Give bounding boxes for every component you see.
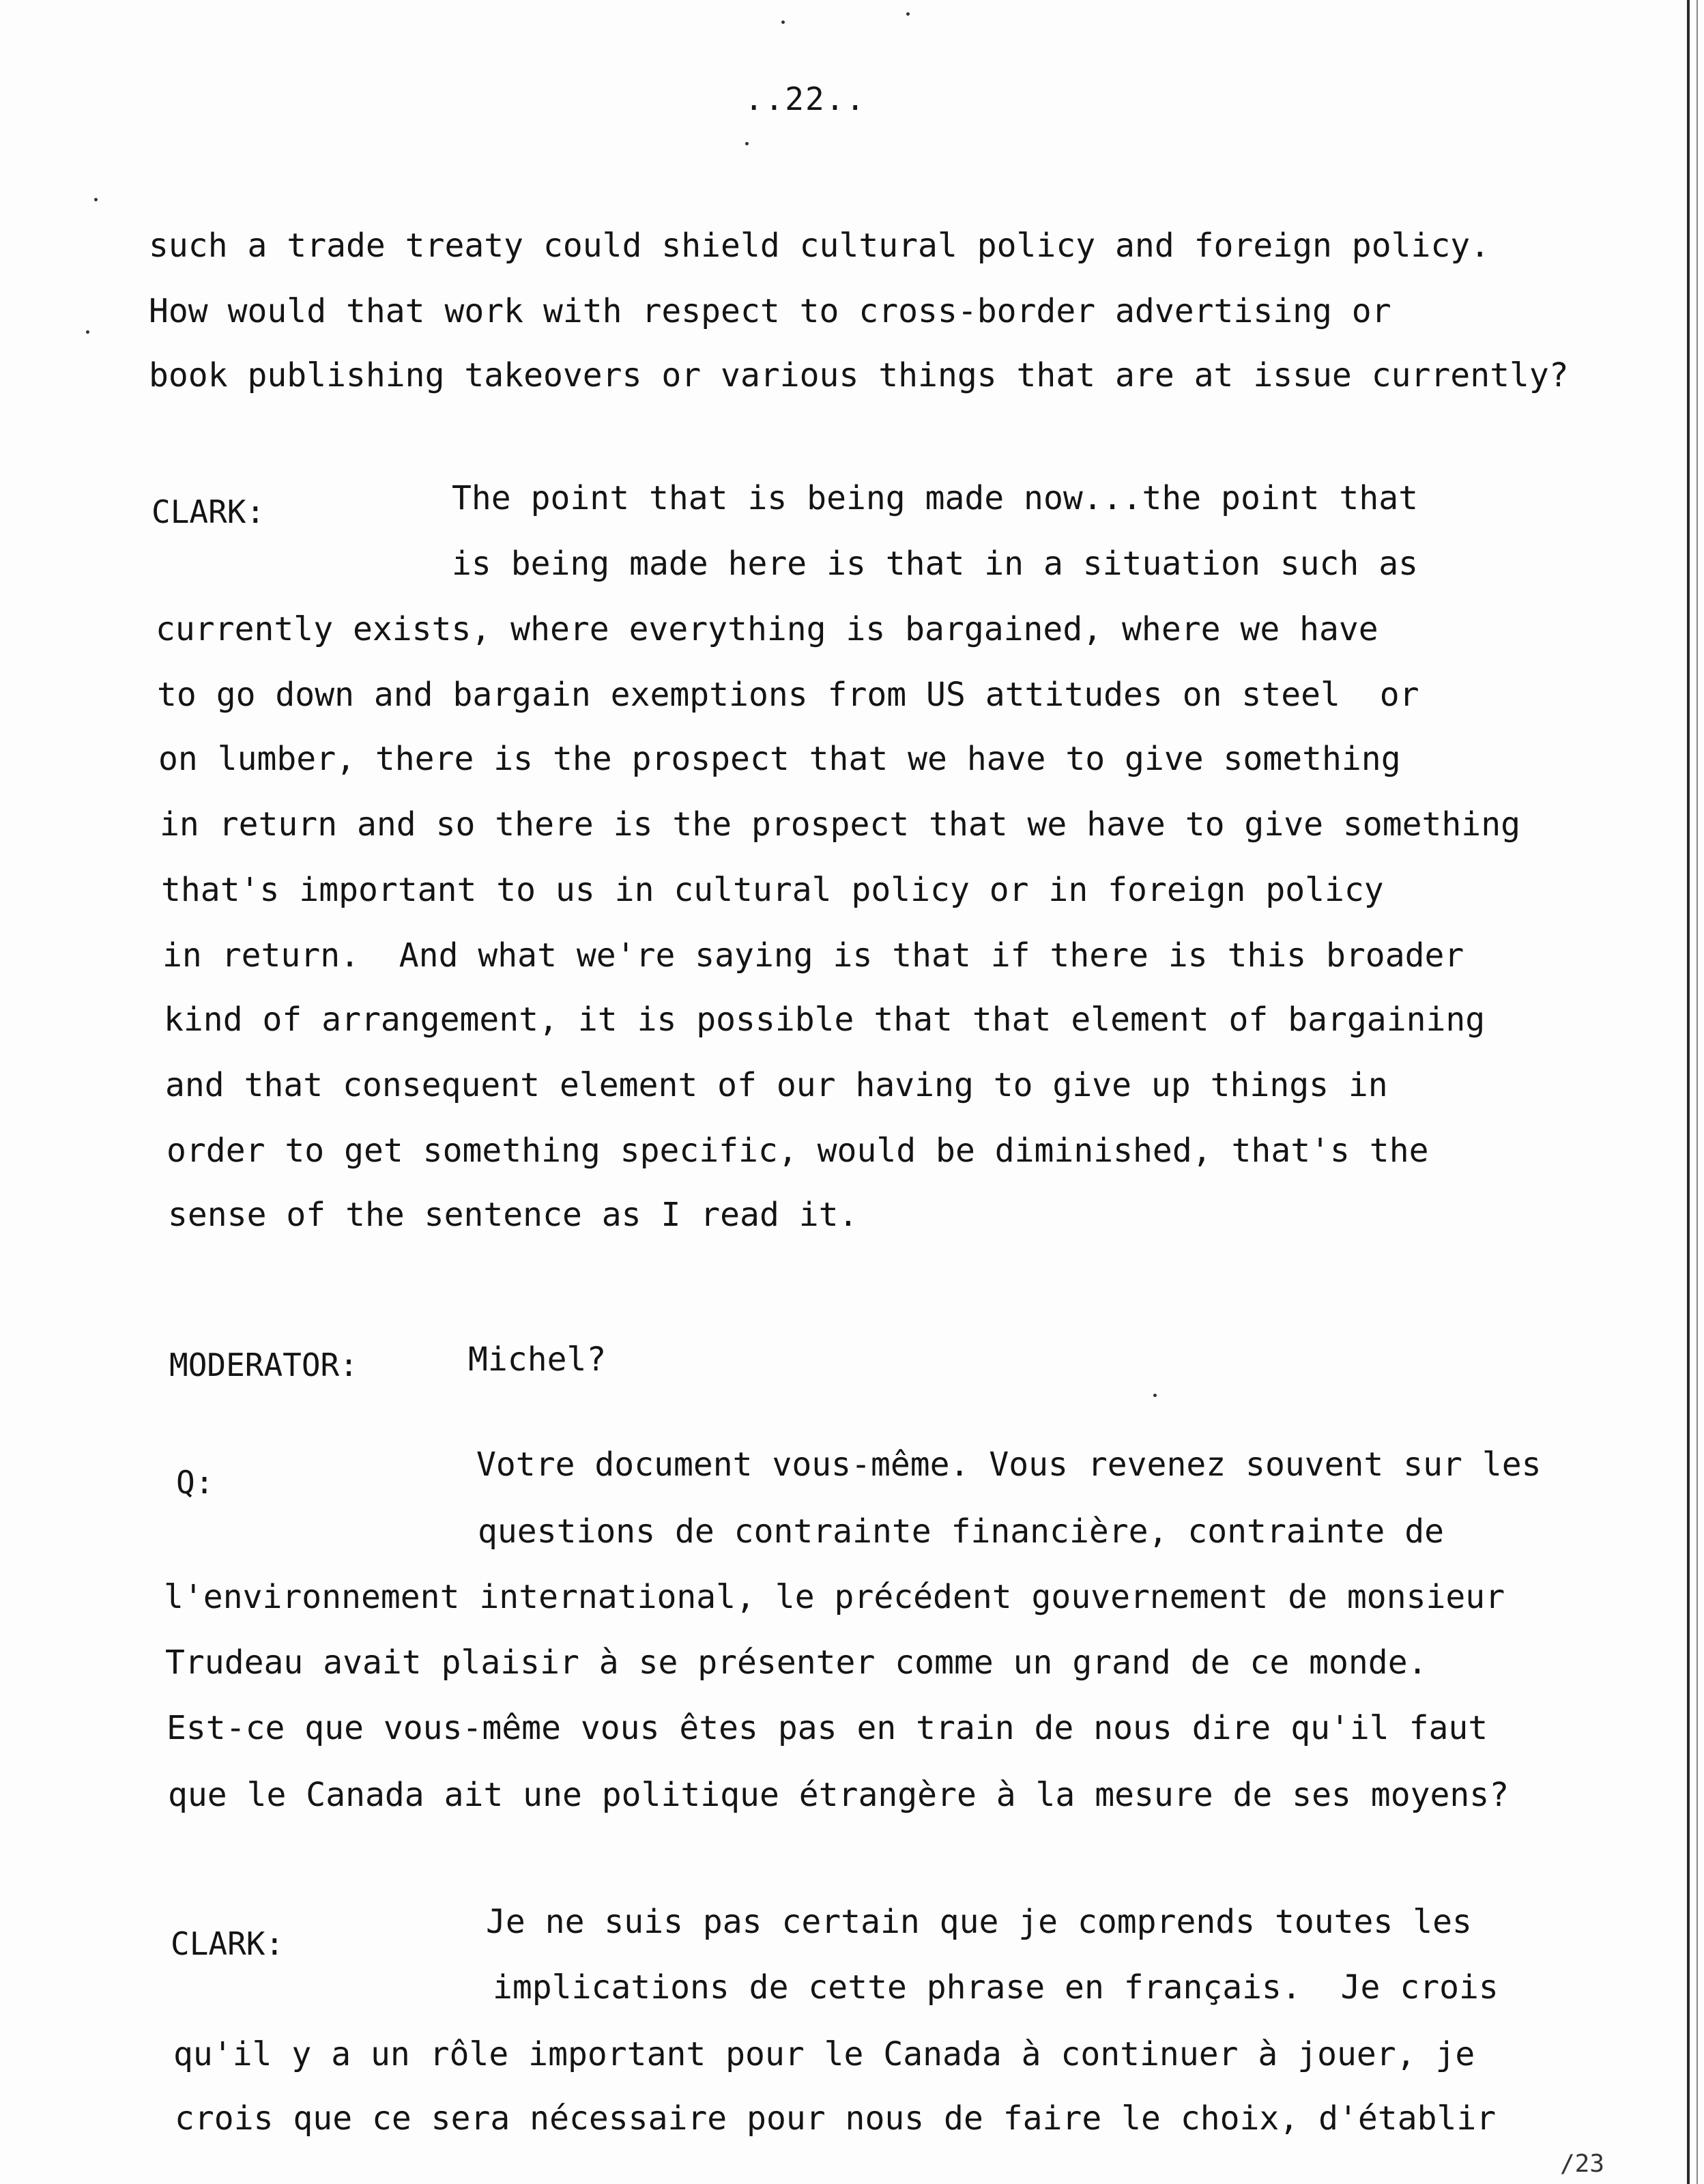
scan-speck (781, 20, 785, 24)
scan-speck (1153, 1394, 1157, 1397)
text-line: on lumber, there is the prospect that we have to give something (158, 740, 1401, 778)
page-number: ..22.. (744, 81, 867, 117)
text-line: How would that work with respect to cross-border advertising or (149, 292, 1391, 330)
text-line: in return and so there is the prospect that we have to give something (160, 805, 1520, 844)
next-page-marker: /23 (1560, 2150, 1605, 2178)
scan-edge-line (1696, 0, 1698, 2184)
text-line: is being made here is that in a situation such as (452, 545, 1419, 583)
scan-speck (906, 12, 910, 16)
speaker-label: Q: (176, 1464, 214, 1501)
text-line: such a trade treaty could shield cultural policy and foreign policy. (149, 227, 1490, 265)
scan-edge-line (1687, 0, 1690, 2184)
text-line: l'environnement international, le précédent gouvernement de monsieur (164, 1578, 1505, 1616)
text-line: book publishing takeovers or various things that are at issue currently? (149, 356, 1569, 394)
speaker-label: CLARK: (151, 493, 265, 530)
text-line: Trudeau avait plaisir à se présenter comme un grand de ce monde. (165, 1643, 1428, 1682)
speaker-label: MODERATOR: (169, 1347, 358, 1383)
text-line: kind of arrangement, it is possible that that element of bargaining (164, 1001, 1486, 1039)
text-line: and that consequent element of our having to give up things in (165, 1066, 1388, 1104)
text-line: currently exists, where everything is bargained, where we have (156, 610, 1378, 648)
text-line: Est-ce que vous-même vous êtes pas en train de nous dire qu'il faut (167, 1709, 1488, 1747)
text-line: that's important to us in cultural policy or in foreign policy (161, 871, 1384, 909)
text-line: crois que ce sera nécessaire pour nous de faire le choix, d'établir (175, 2099, 1497, 2138)
text-line: to go down and bargain exemptions from US attitudes on steel or (157, 676, 1419, 714)
text-line: qu'il y a un rôle important pour le Canada à continuer à jouer, je (173, 2035, 1475, 2073)
text-line: in return. And what we're saying is that if there is this broader (162, 936, 1464, 975)
text-line: Votre document vous-même. Vous revenez souvent sur les (476, 1446, 1542, 1484)
text-line: questions de contrainte financière, contrainte de (478, 1512, 1445, 1551)
text-line: order to get something specific, would be diminished, that's the (167, 1132, 1429, 1170)
text-line: Je ne suis pas certain que je comprends toutes les (486, 1903, 1472, 1941)
text-line: sense of the sentence as I read it. (168, 1196, 858, 1234)
scan-speck (94, 198, 98, 201)
scan-speck (745, 142, 749, 145)
scan-speck (86, 330, 89, 334)
text-line: The point that is being made now...the point that (452, 479, 1419, 517)
speaker-label: CLARK: (171, 1925, 285, 1962)
text-line: implications de cette phrase en français. Je crois (493, 1968, 1499, 2007)
text-line: Michel? (468, 1340, 607, 1379)
text-line: que le Canada ait une politique étrangère à la mesure de ses moyens? (168, 1776, 1510, 1814)
